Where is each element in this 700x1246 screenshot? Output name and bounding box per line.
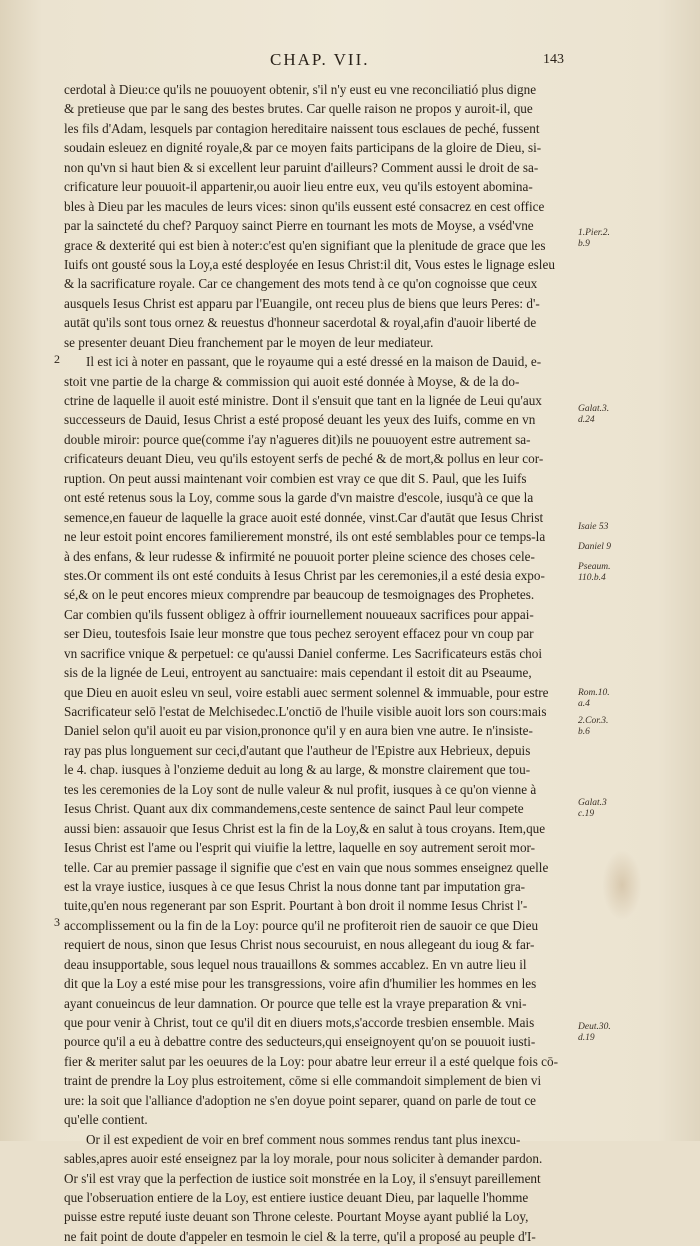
text-line: vn sacrifice vnique & perpetuel: ce qu'aussi Daniel conferme. Les Sacrificateurs estās choi — [64, 645, 543, 661]
text-line: stoit vne partie de la charge & commission qui auoit esté donnée à Moyse, & de la do- — [64, 373, 520, 389]
text-line: Iesus Christ est l'ame ou l'esprit qui viuifie la lettre, laquelle en soy autrement seroit mor- — [64, 840, 536, 856]
text-line: successeurs de Dauid, Iesus Christ a esté proposé deuant les yeux des Iuifs, comme en vn — [64, 412, 536, 428]
text-line: par la saincteté du chef? Parquoy sainct Pierre en tournant les mots de Moyse, a vséd'vne — [64, 218, 534, 234]
text-line: Or s'il est vray que la perfection de iustice soit monstrée en la Loy, il s'ensuyt pareillement — [64, 1170, 541, 1186]
text-line: Or il est expedient de voir en bref comment nous sommes rendus tant plus inexcu- — [86, 1131, 521, 1147]
page-number: 143 — [543, 52, 564, 67]
margin-note-rom: Rom.10. a.4 — [578, 688, 610, 709]
text-line: Iuifs ont gousté sous la Loy,a esté desployée en Iesus Christ:il dit, Vous estes le lignage esleu — [64, 256, 555, 272]
text-line: & la sacrificature royale. Car ce changement des mots tend à ce qu'on cognoisse que ceux — [64, 276, 538, 292]
margin-note-isaie: Isaie 53 — [578, 522, 609, 532]
text-line: requiert de nous, sinon que Iesus Christ nous secouruist, en nous allegeant du ioug & far- — [64, 937, 535, 953]
text-line: que l'obseruation entiere de la Loy, est entiere iustice deuant Dieu, par laquelle l'homme — [64, 1189, 529, 1205]
text-line: ray pas plus longuement sur ceci,d'autant que l'autheur de l'Epistre aux Hebrieux, depuis — [64, 742, 531, 758]
margin-note-pierre: 1.Pier.2. b.9 — [578, 228, 610, 249]
text-line: deau insupportable, sous lequel nous trauaillons & sommes accablez. En vn autre lieu il — [64, 956, 527, 972]
text-line: crificateurs deuant Dieu, veu qu'ils estoyent serfs de peché & de mort,& pollus en leur cor- — [64, 451, 544, 467]
text-line: dit que la Loy a esté mise pour les transgressions, voire afin d'humilier les hommes en les — [64, 976, 537, 992]
text-line: le 4. chap. iusques à l'onzieme deduit au long & au large, & monstre clairement que tou- — [64, 762, 531, 778]
text-line: Sacrificateur selō l'estat de Melchisedec.L'onctiō de l'huile visible auoit lors son cours:mais — [64, 704, 547, 719]
text-line: Car combien qu'ils fussent obligez à offrir iournellement nouueaux sacrifices pour appai- — [64, 606, 534, 622]
text-line: est la vraye iustice, iusques à ce que Iesus Christ la nous donne tant par imputation gra- — [64, 878, 526, 894]
text-line: double miroir: pource que(comme i'ay n'agueres dit)ils ne pouuoyent estre autrement sa- — [64, 431, 531, 447]
margin-note-cor: 2.Cor.3. b.6 — [578, 716, 609, 737]
text-line: autāt qu'ils sont tous ornez & reuestus d'honneur sacerdotal & royal,afin d'auoir liberté de — [64, 315, 537, 331]
text-line: ctrine de laquelle il auoit esté ministre. Dont il s'ensuit que tant en la lignée de Leui qu'aux — [64, 393, 542, 408]
text-line: non qu'vn si haut bien & si excellent leur paruint d'ailleurs? Comment aussi le droit de sa- — [64, 159, 539, 175]
text-line: ausquels Iesus Christ est apparu par l'Euangile, ont receu plus de biens que leurs Peres: d'- — [64, 295, 540, 311]
text-line: bles à Dieu par les macules de leurs vices: sinon qu'ils eussent esté consacrez en cest office — [64, 198, 545, 214]
text-line: sé,& on le peut encores mieux comprendre par beaucoup de tesmoignages des Prophetes. — [64, 587, 535, 603]
text-line: Daniel selon qu'il auoit eu par vision,prononce qu'il y en aura bien vne autre. Ie n'insiste- — [64, 723, 533, 739]
text-line: ont esté retenus sous la Loy, comme sous la garde d'vn maistre d'escole, iusqu'à ce que la — [64, 490, 534, 506]
text-line: ser Dieu, toutesfois Isaie leur monstre que tous pechez seroyent effacez pour vn coup par — [64, 626, 534, 642]
text-line: Iesus Christ. Quant aux dix commandemens,ceste sentence de sainct Paul leur compete — [64, 801, 524, 817]
text-line: tes les ceremonies de la Loy sont de nulle valeur & nul profit, iusques à ce qu'on vienne à — [64, 781, 537, 797]
text-line: traint de prendre la Loy plus estroitement, cōme si elle commandoit simplement de bien vi — [64, 1073, 542, 1089]
body-text — [64, 80, 564, 1246]
text-line: accomplissement ou la fin de la Loy: pource qu'il ne profiteroit rien de sauoir ce que Dieu — [64, 917, 539, 933]
text-line: grace & dexterité qui est bien à noter:c'est qu'en signifiant que la plenitude de grace que les — [64, 237, 546, 253]
text-line: semence,en faueur de laquelle la grace auoit esté donnée, vinst.Car d'autāt que Iesus Christ — [64, 509, 544, 525]
text-line: que Dieu en auoit esleu vn seul, voire establi auec serment solennel & immuable, pour estre — [64, 684, 549, 700]
text-line: les fils d'Adam, lesquels par contagion hereditaire naissent tous esclaues de peché, fussent — [64, 120, 540, 136]
text-line: cerdotal à Dieu:ce qu'ils ne pouuoyent obtenir, s'il n'y eust eu vne reconciliatió plus digne — [64, 82, 537, 97]
text-line: ne fait point de doute d'appeler en tesmoin le ciel & la terre, qu'il a proposé au peuple d'I- — [64, 1228, 536, 1244]
text-line: à des enfans, & leur rudesse & infirmité ne pouuoit porter pleine science des choses cele- — [64, 548, 535, 564]
text-line: crificature leur pouuoit-il appartenir,ou auoir lieu entre eux, veu qu'ils estoyent abomina- — [64, 179, 533, 195]
text-line: pource qu'il a eu à debattre contre des seducteurs,qui enseignoyent qu'on se pouuoit iusti- — [64, 1034, 536, 1050]
text-line: telle. Car au premier passage il signifie que c'est en vain que nous sommes enseignez quelle — [64, 859, 549, 875]
text-line: ruption. On peut aussi maintenant voir combien est vray ce que dit S. Paul, que les Iuifs — [64, 470, 527, 486]
text-line: & pretieuse que par le sang des bestes brutes. Car quelle raison ne propos y auroit-il, que — [64, 101, 533, 117]
margin-note-pseaum: Pseaum. 110.b.4 — [578, 562, 611, 583]
text-line: que pour venir à Christ, tout ce qu'il dit en diuers mots,s'accorde tresbien ensemble. Mais — [64, 1015, 535, 1030]
text-line: fier & meriter salut par les oeuures de la Loy: pour abatre leur erreur il a esté quelque fois cō- — [64, 1053, 558, 1069]
text-line: stes.Or comment ils ont esté conduits à Iesus Christ par les ceremonies,il a esté desia expo- — [64, 567, 545, 583]
section-number: 2 — [54, 352, 60, 366]
text-line: qu'elle contient. — [64, 1112, 148, 1128]
text-line: sables,apres auoir esté enseignez par la loy morale, pour nous soliciter à demander pardon. — [64, 1151, 543, 1167]
text-line: ayant conueincus de leur damnation. Or pource que telle est la vraye preparation & vni- — [64, 995, 527, 1011]
section-number: 3 — [54, 915, 60, 929]
margin-note-galat: Galat.3. d.24 — [578, 404, 610, 425]
running-title: CHAP. VII. — [270, 50, 370, 69]
text-line: aussi bien: assauoir que Iesus Christ est la fin de la Loy,& en salut à tous croyans. Item,que — [64, 820, 546, 836]
page-stain — [602, 850, 642, 920]
margin-note-deut: Deut.30. d.19 — [578, 1022, 611, 1043]
text-line: sis de la lignée de Leui, entroyent au sanctuaire: mais cependant il estoit dit au Pseaume, — [64, 665, 532, 681]
text-line: Il est ici à noter en passant, que le royaume qui a esté dressé en la maison de Dauid, e- — [86, 354, 542, 370]
margin-note-galat-2: Galat.3 c.19 — [578, 798, 607, 819]
margin-note-daniel: Daniel 9 — [578, 542, 611, 552]
page-header — [0, 50, 700, 74]
text-line: se presenter deuant Dieu franchement par le moyen de leur mediateur. — [64, 334, 434, 350]
text-line: soudain esleuez en dignité royale,& par ce moyen faits participans de la gloire de Dieu, si- — [64, 140, 542, 156]
text-line: tuite,qu'en nous regenerant par son Esprit. Pourtant à bon droit il nomme Iesus Christ l'- — [64, 898, 528, 914]
text-line: ne leur estoit point encores familierement monstré, ils ont esté semblables pour ce temps-la — [64, 529, 546, 545]
text-line: puisse estre reputé iuste deuant son Throne celeste. Pourtant Moyse ayant publié la Loy, — [64, 1209, 529, 1225]
text-line: ure: la soit que l'alliance d'adoption ne s'en doyue point separer, quand on parle de tout ce — [64, 1092, 537, 1108]
